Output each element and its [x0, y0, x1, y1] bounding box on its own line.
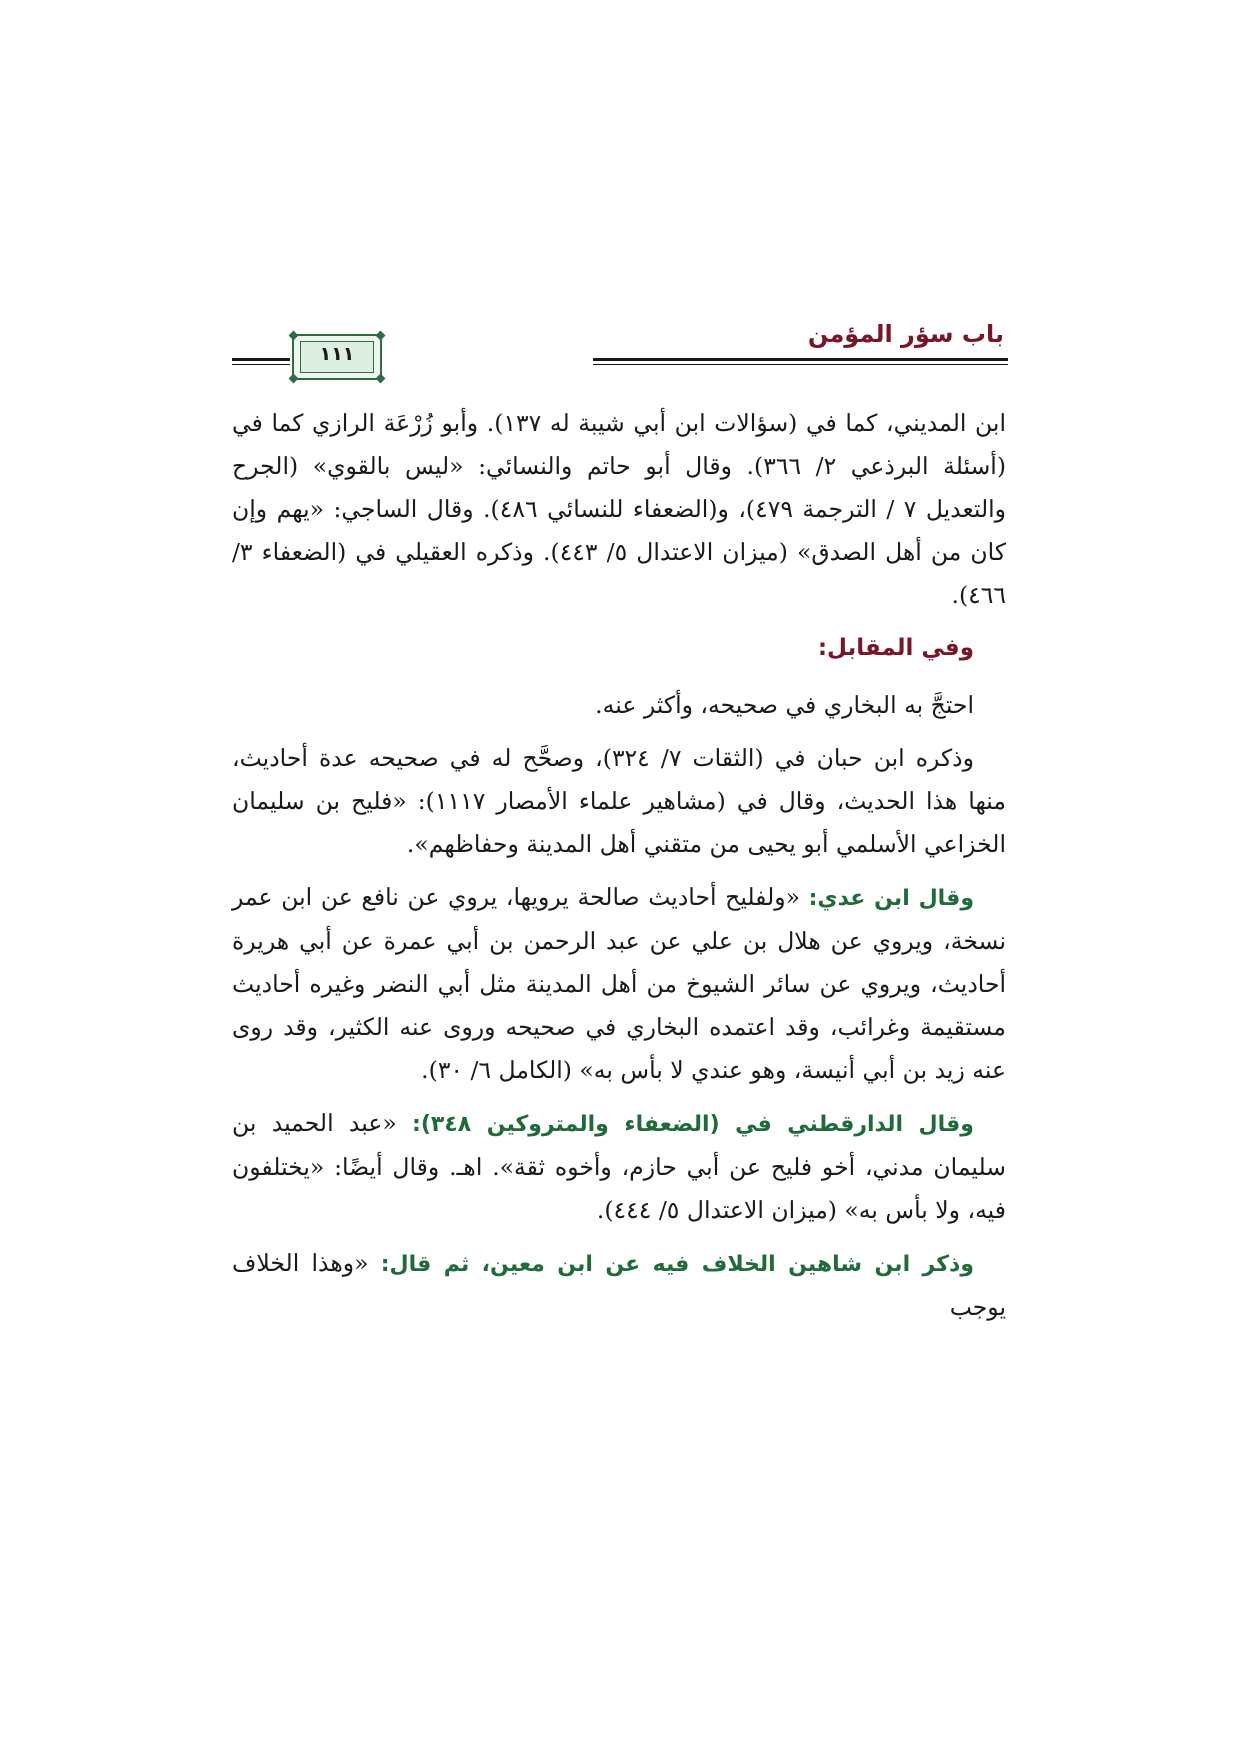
paragraph	[232, 1242, 1006, 1329]
page-number-badge	[292, 334, 588, 382]
paragraph-text: «وهذا الخلاف يوجب	[232, 1249, 1006, 1321]
header-rule-left	[232, 358, 290, 361]
header-rule-thin	[593, 364, 1008, 365]
paragraph-lead: وذكر ابن شاهين الخلاف فيه عن ابن معين، ثم قال:	[380, 1252, 974, 1277]
paragraph-lead: وقال ابن عدي:	[808, 886, 975, 911]
paragraph-text: «عبد الحميد بن سليمان مدني، أخو فليح عن أبي حازم، وأخوه ثقة». اهـ. وقال أيضًا: «يختلفون فيه، ولا بأس به» (ميزان الاعتدال ٥/ ٤٤٤).	[232, 1109, 1006, 1224]
section-heading: وفي المقابل:	[817, 635, 974, 661]
chapter-title: باب سؤر المؤمن	[807, 320, 1004, 348]
header-rule-left-thin	[232, 364, 290, 365]
paragraph: وذكره ابن حبان في (الثقات ٧/ ٣٢٤)، وصحَّح له في صحيحه عدة أحاديث، منها هذا الحديث، وقال في (مشاهير علماء الأمصار ١١١٧): «فليح بن سليمان الخزاعي الأسلمي أبو يحيى من متقني أهل المدينة وحفاظهم».	[232, 744, 1006, 858]
page-body	[232, 402, 1006, 1339]
page-number: ١١١	[319, 343, 355, 365]
paragraph-text: «ولفليح أحاديث صالحة يرويها، يروي عن نافع عن ابن عمر نسخة، ويروي عن هلال بن علي عن عبد الرحمن بن أبي عمرة عن أبي هريرة أحاديث، ويروي عن سائر الشيوخ من أهل المدينة مثل أبي النضر وغيره أحاديث مستقيمة وغرائب، وقد اعتمده البخاري في صحيحه وروى عنه الكثير، وقد روى عنه زيد بن أبي أنيسة، وهو عندي لا بأس به» (الكامل ٦/ ٣٠).	[232, 883, 1006, 1084]
ornament-frame-icon	[292, 334, 382, 380]
paragraph-lead: وقال الدارقطني في (الضعفاء والمتروكين ٣٤٨):	[412, 1112, 974, 1137]
paragraph	[232, 876, 1006, 1092]
header-rule	[593, 358, 1008, 361]
paragraph	[232, 1102, 1006, 1232]
paragraph: احتجَّ به البخاري في صحيحه، وأكثر عنه.	[595, 691, 974, 719]
page-header	[232, 318, 1008, 384]
paragraph: ابن المديني، كما في (سؤالات ابن أبي شيبة له ١٣٧). وأبو زُرْعَة الرازي كما في (أسئلة البرذعي ٢/ ٣٦٦). وقال أبو حاتم والنسائي: «ليس بالقوي» (الجرح والتعديل ٧ / الترجمة ٤٧٩)، و(الضعفاء للنسائي ٤٨٦). وقال الساجي: «يهم وإن كان من أهل الصدق» (ميزان الاعتدال ٥/ ٤٤٣). وذكره العقيلي في (الضعفاء ٣/ ٤٦٦).	[232, 409, 1007, 609]
